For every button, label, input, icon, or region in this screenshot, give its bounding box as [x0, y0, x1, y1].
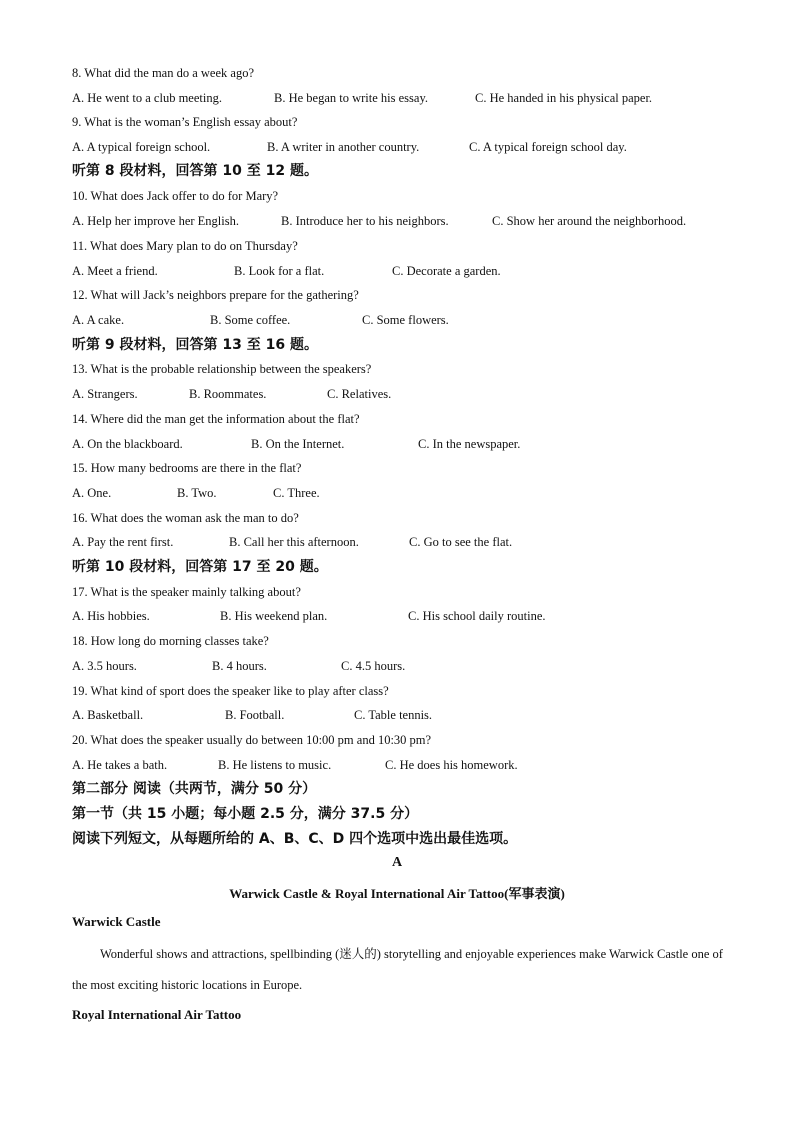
option-8a: A. He went to a club meeting. — [72, 91, 222, 105]
option-20c: C. He does his homework. — [385, 758, 518, 772]
option-9c: C. A typical foreign school day. — [469, 140, 627, 154]
option-18b: B. 4 hours. — [212, 659, 267, 673]
question-10: 10. What does Jack offer to do for Mary? — [72, 189, 279, 203]
option-19b: B. Football. — [225, 708, 285, 722]
option-11c: C. Decorate a garden. — [392, 264, 501, 278]
warwick-castle-heading: Warwick Castle — [72, 914, 161, 929]
question-14: 14. Where did the man get the information about the flat? — [72, 412, 360, 426]
option-16b: B. Call her this afternoon. — [229, 535, 359, 549]
option-19c: C. Table tennis. — [354, 708, 433, 722]
question-8: 8. What did the man do a week ago? — [72, 66, 255, 80]
option-12a: A. A cake. — [72, 313, 125, 327]
section-heading-9: 听第 9 段材料，回答第 13 至 16 题。 — [72, 337, 318, 353]
part-two-heading: 第二部分 阅读（共两节，满分 50 分） — [72, 781, 317, 797]
option-8b: B. He began to write his essay. — [274, 91, 429, 105]
question-12: 12. What will Jack’s neighbors prepare for the gathering? — [72, 288, 359, 302]
option-8c: C. He handed in his physical paper. — [475, 91, 653, 105]
option-10a: A. Help her improve her English. — [72, 214, 239, 228]
option-18c: C. 4.5 hours. — [341, 659, 406, 673]
question-18: 18. How long do morning classes take? — [72, 634, 269, 648]
option-12b: B. Some coffee. — [210, 313, 291, 327]
section-heading-10: 听第 10 段材料，回答第 17 至 20 题。 — [72, 559, 328, 575]
option-11a: A. Meet a friend. — [72, 264, 158, 278]
question-9: 9. What is the woman’s English essay about? — [72, 115, 298, 129]
royal-air-tattoo-heading: Royal International Air Tattoo — [72, 1007, 242, 1022]
question-17: 17. What is the speaker mainly talking about? — [72, 585, 301, 599]
section-heading-8: 听第 8 段材料，回答第 10 至 12 题。 — [72, 163, 318, 179]
option-16a: A. Pay the rent first. — [72, 535, 174, 549]
option-15a: A. One. — [72, 486, 112, 500]
option-17c: C. His school daily routine. — [408, 609, 546, 623]
option-15b: B. Two. — [177, 486, 217, 500]
option-11b: B. Look for a flat. — [234, 264, 325, 278]
section-one-heading: 第一节（共 15 小题；每小题 2.5 分，满分 37.5 分） — [72, 806, 419, 822]
question-11: 11. What does Mary plan to do on Thursday? — [72, 239, 298, 253]
option-17b: B. His weekend plan. — [220, 609, 328, 623]
option-15c: C. Three. — [273, 486, 320, 500]
option-13c: C. Relatives. — [327, 387, 392, 401]
option-20a: A. He takes a bath. — [72, 758, 168, 772]
question-19: 19. What kind of sport does the speaker like to play after class? — [72, 684, 389, 698]
option-14c: C. In the newspaper. — [418, 437, 521, 451]
warwick-castle-paragraph: Wonderful shows and attractions, spellbinding (迷人的) storytelling and enjoyable experiences make Warwick Castle one of the most exciting historic locations in Europe. — [72, 947, 723, 992]
reading-instruction: 阅读下列短文，从每题所给的 A、B、C、D 四个选项中选出最佳选项。 — [72, 831, 518, 847]
option-9a: A. A typical foreign school. — [72, 140, 211, 154]
option-10c: C. Show her around the neighborhood. — [492, 214, 687, 228]
passage-letter: A — [391, 855, 403, 870]
passage-title: Warwick Castle & Royal International Air Tattoo(军事表演) — [229, 886, 565, 901]
option-16c: C. Go to see the flat. — [409, 535, 513, 549]
question-20: 20. What does the speaker usually do between 10:00 pm and 10:30 pm? — [72, 733, 432, 747]
option-14b: B. On the Internet. — [251, 437, 345, 451]
option-20b: B. He listens to music. — [218, 758, 332, 772]
question-13: 13. What is the probable relationship between the speakers? — [72, 362, 372, 376]
option-10b: B. Introduce her to his neighbors. — [281, 214, 449, 228]
option-12c: C. Some flowers. — [362, 313, 449, 327]
option-9b: B. A writer in another country. — [267, 140, 420, 154]
option-13b: B. Roommates. — [189, 387, 267, 401]
option-17a: A. His hobbies. — [72, 609, 150, 623]
option-14a: A. On the blackboard. — [72, 437, 183, 451]
option-13a: A. Strangers. — [72, 387, 138, 401]
question-16: 16. What does the woman ask the man to do? — [72, 511, 299, 525]
option-19a: A. Basketball. — [72, 708, 144, 722]
question-15: 15. How many bedrooms are there in the flat? — [72, 461, 302, 475]
option-18a: A. 3.5 hours. — [72, 659, 137, 673]
